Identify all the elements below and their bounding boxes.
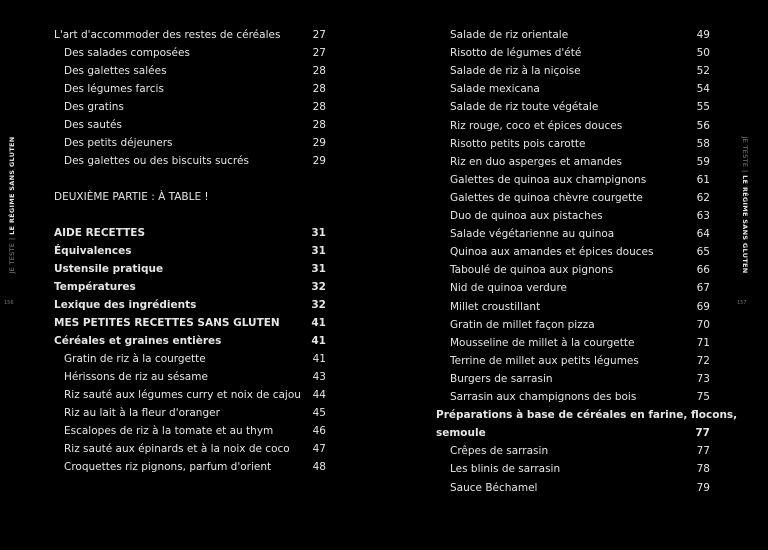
toc-entry-title: Sarrasin aux champignons des bois xyxy=(450,391,637,403)
toc-entry xyxy=(384,207,768,225)
toc-entry xyxy=(384,189,768,207)
toc-entry-title: Riz en duo asperges et amandes xyxy=(450,155,622,168)
toc-entry-page-number: 41 xyxy=(312,353,326,365)
toc-entry-title: Galettes de quinoa chèvre courgette xyxy=(450,191,643,204)
toc-entry-page-number: 72 xyxy=(696,354,710,367)
toc-entry-page-number: 29 xyxy=(312,137,326,149)
toc-entry xyxy=(384,334,768,352)
toc-entry-title: Galettes de quinoa aux champignons xyxy=(450,173,647,186)
toc-entry xyxy=(0,134,384,152)
toc-entry-title: Des petits déjeuners xyxy=(64,137,173,149)
toc-entry xyxy=(0,458,384,476)
toc-entry-title: Des galettes ou des biscuits sucrés xyxy=(64,155,249,167)
toc-entry xyxy=(0,386,384,404)
toc-entry-title: Équivalences xyxy=(54,245,132,257)
toc-entry-title: Duo de quinoa aux pistaches xyxy=(450,210,603,222)
toc-entry-title: Lexique des ingrédients xyxy=(54,299,197,311)
toc-entry-title: Nid de quinoa verdure xyxy=(450,282,567,295)
right-page-number: 157 xyxy=(737,300,747,306)
toc-entry-page-number: 66 xyxy=(696,264,710,277)
toc-entry xyxy=(384,442,768,460)
toc-entry xyxy=(0,422,384,440)
toc-entry xyxy=(384,298,768,316)
toc-entry xyxy=(384,388,768,406)
toc-entry-title: Croquettes riz pignons, parfum d'orient xyxy=(64,461,272,473)
toc-entry-page-number: 44 xyxy=(312,389,326,401)
toc-entry-page-number: 63 xyxy=(696,210,710,222)
toc-entry xyxy=(0,440,384,458)
toc-entry-page-number: 69 xyxy=(696,300,710,313)
toc-entry-title: Salade végétarienne au quinoa xyxy=(450,228,615,241)
toc-entry-title: semoule xyxy=(436,427,486,440)
toc-entry-page-number: 43 xyxy=(312,371,326,383)
toc-entry-page-number: 79 xyxy=(696,481,710,494)
toc-entry xyxy=(0,350,384,368)
toc-entry-title: Des gratins xyxy=(64,101,124,113)
toc-entry-title: Burgers de sarrasin xyxy=(450,372,553,385)
toc-entry-page-number: 58 xyxy=(696,137,710,150)
toc-entry-title: Températures xyxy=(54,281,136,293)
toc-entry-title: Gratin de millet façon pizza xyxy=(450,318,595,331)
toc-entry-page-number: 49 xyxy=(696,29,710,41)
toc-entry xyxy=(384,225,768,243)
toc-entry-title: Taboulé de quinoa aux pignons xyxy=(450,264,614,277)
toc-entry-page-number: 29 xyxy=(312,155,326,167)
toc-entry-title: Des salades composées xyxy=(64,47,190,59)
toc-entry xyxy=(0,296,384,314)
toc-entry xyxy=(0,314,384,332)
left-running-header-title: LE RÉGIME SANS GLUTEN xyxy=(8,136,16,235)
toc-entry xyxy=(0,80,384,98)
toc-entry-page-number: 52 xyxy=(696,65,710,78)
left-running-header-label xyxy=(8,136,16,273)
toc-entry-page-number: 31 xyxy=(311,245,326,257)
toc-entry-title: Mousseline de millet à la courgette xyxy=(450,336,635,349)
toc-entry-page-number: 28 xyxy=(312,83,326,95)
toc-entry-page-number: 67 xyxy=(696,282,710,295)
toc-entry-page-number: 32 xyxy=(311,281,326,293)
toc-entry-title: Des légumes farcis xyxy=(64,83,164,95)
toc-entry-page-number: 46 xyxy=(312,425,326,437)
right-running-header-title: LE RÉGIME SANS GLUTEN xyxy=(741,175,749,274)
toc-entry-title: Des galettes salées xyxy=(64,65,167,77)
toc-entry-title: Salade de riz orientale xyxy=(450,29,569,41)
toc-entry-page-number: 78 xyxy=(696,463,710,476)
toc-entry xyxy=(384,171,768,189)
right-running-header-separator: | xyxy=(741,169,749,176)
toc-entry xyxy=(384,153,768,171)
toc-entry-page-number: 50 xyxy=(696,47,710,60)
toc-entry xyxy=(384,261,768,279)
toc-entry-page-number: 28 xyxy=(312,119,326,131)
toc-entry-title: Risotto petits pois carotte xyxy=(450,137,586,150)
toc-entry-title: Riz sauté aux épinards et à la noix de coco xyxy=(64,443,290,455)
toc-entry-page-number: 73 xyxy=(696,372,710,385)
toc-entry xyxy=(0,188,384,206)
toc-entry xyxy=(384,135,768,153)
toc-entry xyxy=(0,404,384,422)
toc-entry-title: Les blinis de sarrasin xyxy=(450,463,561,476)
toc-entry-page-number: 65 xyxy=(696,246,710,259)
toc-entry xyxy=(0,224,384,242)
toc-entry-page-number: 41 xyxy=(311,317,326,329)
toc-entry-title: Escalopes de riz à la tomate et au thym xyxy=(64,425,274,437)
toc-entry-page-number: 56 xyxy=(696,119,710,132)
toc-entry-title: Sauce Béchamel xyxy=(450,481,538,494)
toc-entry-title: DEUXIÈME PARTIE : À TABLE ! xyxy=(54,191,209,203)
right-page xyxy=(384,0,768,550)
toc-entry-page-number: 55 xyxy=(696,101,710,114)
toc-entry xyxy=(384,62,768,80)
toc-entry xyxy=(384,279,768,297)
toc-entry-title: Salade de riz à la niçoise xyxy=(450,65,581,78)
toc-entry-page-number: 28 xyxy=(312,65,326,77)
toc-entry-page-number: 27 xyxy=(312,47,326,59)
toc-entry-title: Hérissons de riz au sésame xyxy=(64,371,208,383)
toc-entry xyxy=(384,26,768,44)
toc-entry-page-number: 27 xyxy=(312,29,326,41)
toc-entry xyxy=(0,152,384,170)
toc-entry xyxy=(384,117,768,135)
toc-entry-page-number: 70 xyxy=(696,318,710,331)
right-running-header-label xyxy=(741,136,749,273)
toc-entry-title: Ustensile pratique xyxy=(54,263,164,275)
left-running-header-prefix: JE TESTE xyxy=(8,242,16,274)
toc-entry xyxy=(384,406,768,424)
toc-entry-title: Salade de riz toute végétale xyxy=(450,101,599,114)
toc-entry-title: MES PETITES RECETTES SANS GLUTEN xyxy=(54,317,280,329)
toc-entry xyxy=(384,316,768,334)
toc-entry xyxy=(384,243,768,261)
toc-entry-title: Terrine de millet aux petits légumes xyxy=(450,354,639,367)
toc-entry-title: Quinoa aux amandes et épices douces xyxy=(450,246,654,259)
toc-entry-page-number: 64 xyxy=(696,228,710,241)
left-running-header-separator: | xyxy=(8,234,16,241)
right-running-header-prefix: JE TESTE xyxy=(741,136,749,168)
toc-entry xyxy=(384,479,768,497)
toc-entry xyxy=(384,352,768,370)
toc-entry-title: Millet croustillant xyxy=(450,300,541,313)
toc-entry xyxy=(384,460,768,478)
toc-entry xyxy=(384,44,768,62)
left-page-number: 156 xyxy=(4,300,14,306)
toc-entry xyxy=(0,44,384,62)
toc-entry-title: Riz sauté aux légumes curry et noix de cajou xyxy=(64,389,301,401)
toc-entry xyxy=(0,260,384,278)
toc-entry-page-number: 77 xyxy=(695,427,710,440)
toc-entry xyxy=(0,62,384,80)
toc-entry-title: Riz au lait à la fleur d'oranger xyxy=(64,407,220,419)
toc-entry-title: AIDE RECETTES xyxy=(54,227,146,239)
toc-entry-page-number: 75 xyxy=(696,391,710,403)
toc-entry-page-number: 54 xyxy=(696,83,710,96)
toc-entry xyxy=(384,424,768,442)
toc-entry xyxy=(0,278,384,296)
toc-entry-page-number: 62 xyxy=(696,191,710,204)
toc-entry-page-number: 59 xyxy=(696,155,710,168)
toc-entry xyxy=(0,98,384,116)
toc-entry-title: Préparations à base de céréales en farine, flocons, xyxy=(436,409,738,422)
toc-entry xyxy=(384,80,768,98)
toc-entry-title: Crêpes de sarrasin xyxy=(450,445,549,458)
toc-entry-page-number: 41 xyxy=(311,335,326,347)
toc-entry-page-number: 71 xyxy=(696,336,710,349)
toc-entry-title: L'art d'accommoder des restes de céréales xyxy=(54,29,281,41)
toc-entry-title: Riz rouge, coco et épices douces xyxy=(450,119,623,132)
toc-entry-page-number: 47 xyxy=(312,443,326,455)
toc-entry-title: Des sautés xyxy=(64,119,122,131)
toc-entry-page-number: 48 xyxy=(312,461,326,473)
toc-entry-page-number: 31 xyxy=(311,263,326,275)
toc-entry-page-number: 28 xyxy=(312,101,326,113)
toc-entry xyxy=(0,242,384,260)
toc-entry-page-number: 45 xyxy=(312,407,326,419)
toc-entry-page-number: 31 xyxy=(311,227,326,239)
toc-entry-title: Gratin de riz à la courgette xyxy=(64,353,206,365)
toc-entry xyxy=(384,370,768,388)
toc-entry-page-number: 77 xyxy=(696,445,710,458)
toc-entry xyxy=(0,116,384,134)
toc-entry xyxy=(0,368,384,386)
toc-entry-page-number: 61 xyxy=(696,173,710,186)
toc-entry xyxy=(384,98,768,116)
toc-entry xyxy=(0,332,384,350)
toc-entry-title: Risotto de légumes d'été xyxy=(450,47,582,60)
toc-entry-title: Salade mexicana xyxy=(450,83,540,96)
toc-entry xyxy=(0,26,384,44)
toc-entry-page-number: 32 xyxy=(311,299,326,311)
toc-entry-title: Céréales et graines entières xyxy=(54,335,222,347)
